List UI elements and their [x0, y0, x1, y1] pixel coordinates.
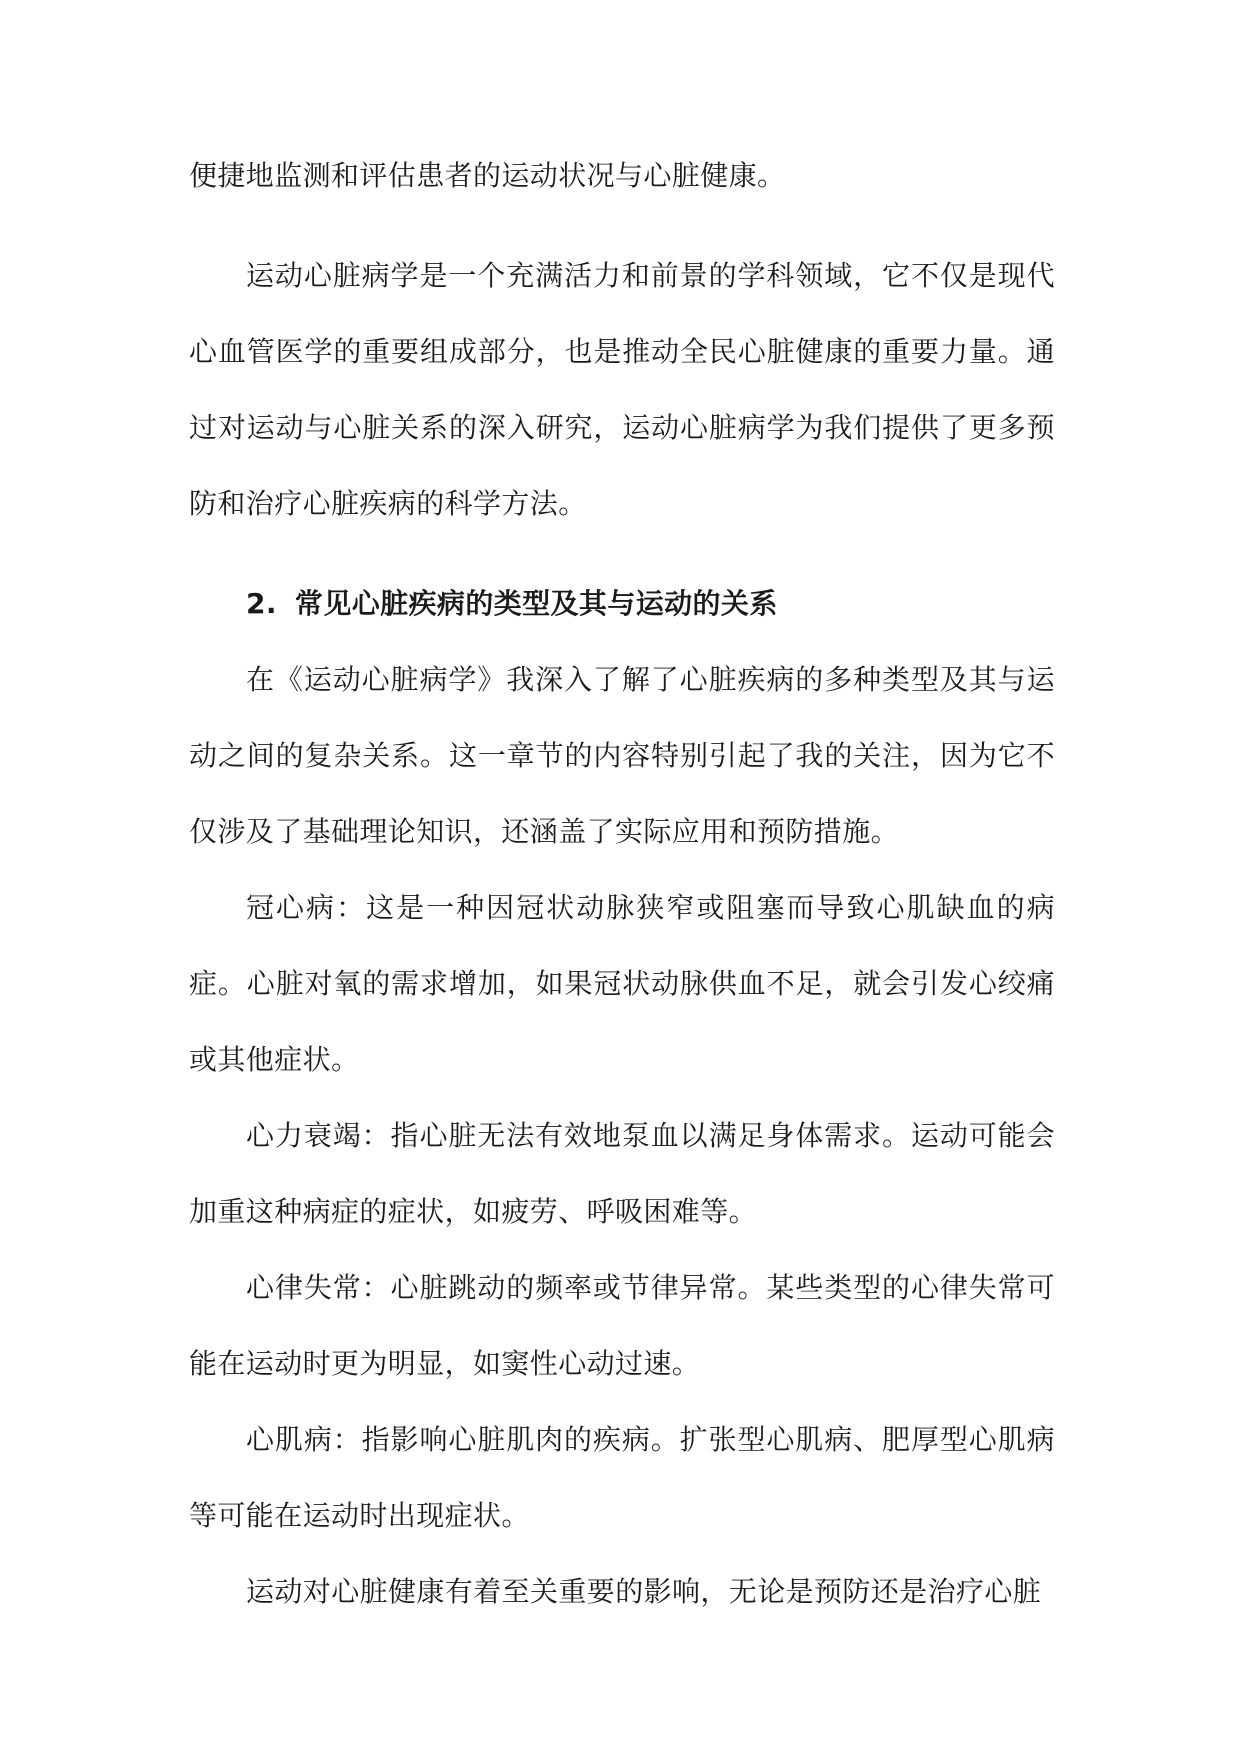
section-number: 2. [246, 587, 277, 620]
paragraph-arrhythmia: 心律失常：心脏跳动的频率或节律异常。某些类型的心律失常可能在运动时更为明显，如窦性心动过速。 [189, 1271, 1055, 1380]
document-body [189, 138, 1055, 1630]
paragraph-exercise-importance: 运动对心脏健康有着至关重要的影响，无论是预防还是治疗心脏 [246, 1575, 1042, 1608]
paragraph-intro: 在《运动心脏病学》我深入了解了心脏疾病的多种类型及其与运动之间的复杂关系。这一章节的内容特别引起了我的关注，因为它不仅涉及了基础理论知识，还涵盖了实际应用和预防措施。 [189, 663, 1055, 848]
paragraph-heart-failure: 心力衰竭：指心脏无法有效地泵血以满足身体需求。运动可能会加重这种病症的症状，如疲劳、呼吸困难等。 [189, 1119, 1055, 1228]
paragraph-coronary-heart-disease: 冠心病：这是一种因冠状动脉狭窄或阻塞而导致心肌缺血的病症。心脏对氧的需求增加，如果冠状动脉供血不足，就会引发心绞痛或其他症状。 [189, 891, 1055, 1076]
section-heading [189, 566, 1055, 642]
paragraph-summary: 运动心脏病学是一个充满活力和前景的学科领域，它不仅是现代心血管医学的重要组成部分，也是推动全民心脏健康的重要力量。通过对运动与心脏关系的深入研究，运动心脏病学为我们提供了更多预防和治疗心脏疾病的科学方法。 [189, 259, 1055, 520]
paragraph-continuation: 便捷地监测和评估患者的运动状况与心脏健康。 [189, 159, 786, 192]
paragraph-cardiomyopathy: 心肌病：指影响心脏肌肉的疾病。扩张型心肌病、肥厚型心肌病等可能在运动时出现症状。 [189, 1423, 1055, 1532]
section-title: 常见心脏疾病的类型及其与运动的关系 [294, 587, 778, 620]
